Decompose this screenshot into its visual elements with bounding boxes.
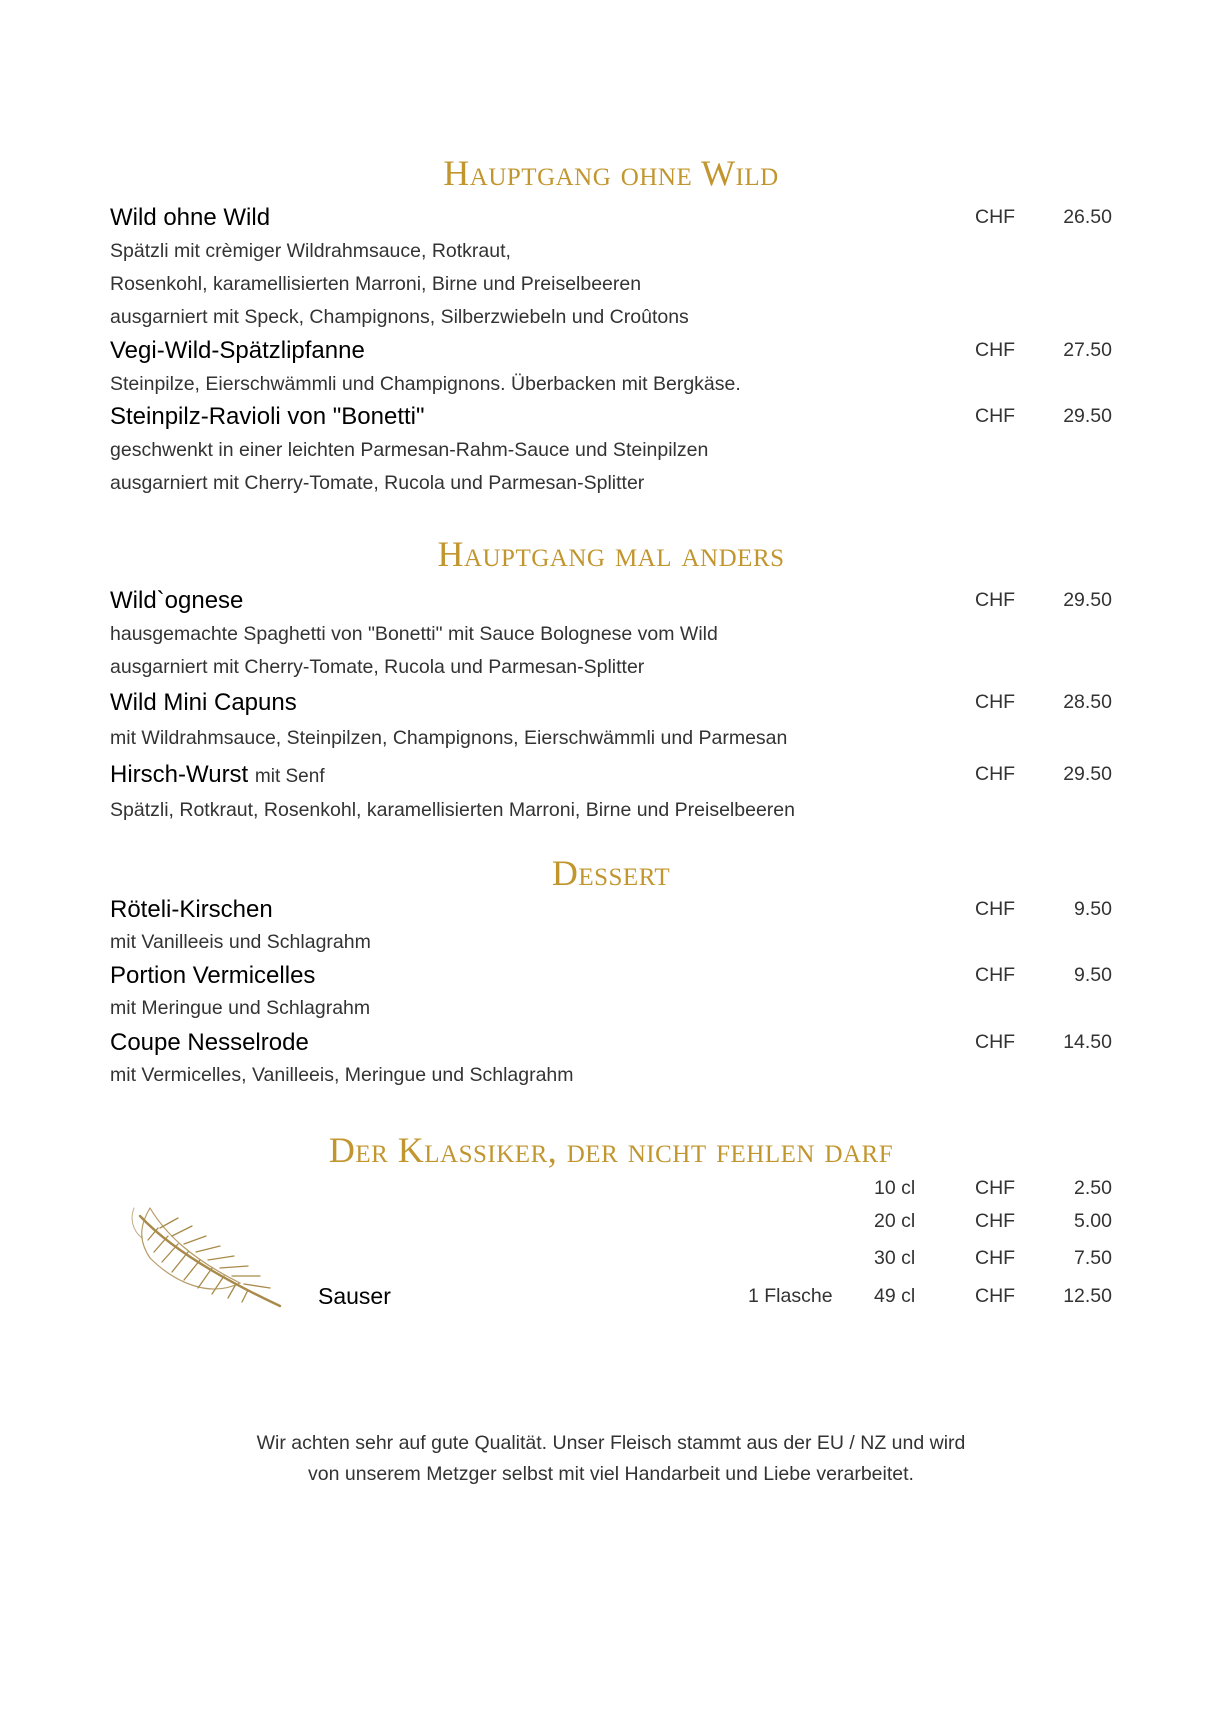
item-currency: CHF: [975, 1031, 1016, 1053]
item-price: 29.50: [1063, 589, 1112, 611]
item-description: mit Vanilleeis und Schlagrahm: [110, 931, 371, 953]
item-description: mit Vermicelles, Vanilleeis, Meringue und Schlagrahm: [110, 1064, 574, 1086]
item-name-suffix: mit Senf: [254, 766, 325, 787]
item-price: 27.50: [1063, 339, 1112, 361]
item-currency: CHF: [975, 964, 1016, 986]
sauser-currency: CHF: [975, 1177, 1016, 1199]
sauser-volume: 10 cl: [874, 1177, 916, 1199]
item-description: geschwenkt in einer leichten Parmesan-Rahm-Sauce und Steinpilzen: [110, 439, 709, 461]
item-price: 29.50: [1063, 405, 1112, 427]
footer-note: von unserem Metzger selbst mit viel Handarbeit und Liebe verarbeitet.: [308, 1463, 914, 1485]
item-description: Rosenkohl, karamellisierten Marroni, Birne und Preiselbeeren: [110, 273, 642, 295]
item-name: Wild ohne Wild: [110, 204, 271, 231]
item-name: [110, 761, 325, 789]
item-currency: CHF: [975, 763, 1016, 785]
item-description: Spätzli mit crèmiger Wildrahmsauce, Rotkraut,: [110, 240, 511, 262]
item-name: Wild Mini Capuns: [110, 689, 297, 716]
item-name: Steinpilz-Ravioli von "Bonetti": [110, 403, 425, 430]
item-price: 14.50: [1063, 1031, 1112, 1053]
sauser-bottle-label: 1 Flasche: [748, 1285, 833, 1307]
feather-icon: [120, 1188, 300, 1328]
section-title-klassiker: Der Klassiker, der nicht fehlen darf: [328, 1130, 894, 1170]
sauser-volume: 20 cl: [874, 1210, 916, 1232]
sauser-volume: 49 cl: [874, 1285, 916, 1307]
item-name: Vegi-Wild-Spätzlipfanne: [110, 337, 365, 364]
section-title-hauptgang-ohne-wild: Hauptgang ohne Wild: [443, 153, 779, 193]
footer-note: Wir achten sehr auf gute Qualität. Unser Fleisch stammt aus der EU / NZ und wird: [256, 1432, 966, 1454]
item-price: 26.50: [1063, 206, 1112, 228]
item-currency: CHF: [975, 405, 1016, 427]
item-price: 9.50: [1074, 964, 1112, 986]
item-name-main: Hirsch-Wurst: [110, 761, 249, 788]
sauser-name: Sauser: [318, 1283, 391, 1309]
sauser-currency: CHF: [975, 1285, 1016, 1307]
sauser-currency: CHF: [975, 1247, 1016, 1269]
item-description: ausgarniert mit Cherry-Tomate, Rucola und Parmesan-Splitter: [110, 656, 645, 678]
item-description: mit Meringue und Schlagrahm: [110, 997, 371, 1019]
item-description: mit Wildrahmsauce, Steinpilzen, Champignons, Eierschwämmli und Parmesan: [110, 727, 788, 749]
item-currency: CHF: [975, 589, 1016, 611]
sauser-currency: CHF: [975, 1210, 1016, 1232]
item-price: 28.50: [1063, 691, 1112, 713]
item-currency: CHF: [975, 339, 1016, 361]
item-description: hausgemachte Spaghetti von "Bonetti" mit Sauce Bolognese vom Wild: [110, 623, 718, 645]
sauser-price: 7.50: [1074, 1247, 1112, 1269]
item-price: 29.50: [1063, 763, 1112, 785]
item-name: Wild`ognese: [110, 587, 244, 614]
item-description: Steinpilze, Eierschwämmli und Champignons. Überbacken mit Bergkäse.: [110, 373, 741, 395]
sauser-price: 12.50: [1063, 1285, 1112, 1307]
item-currency: CHF: [975, 206, 1016, 228]
sauser-volume: 30 cl: [874, 1247, 916, 1269]
section-title-dessert: Dessert: [551, 853, 671, 893]
item-currency: CHF: [975, 691, 1016, 713]
item-description: ausgarniert mit Speck, Champignons, Silberzwiebeln und Croûtons: [110, 306, 689, 328]
sauser-price: 2.50: [1074, 1177, 1112, 1199]
item-currency: CHF: [975, 898, 1016, 920]
item-name: Coupe Nesselrode: [110, 1029, 309, 1056]
section-title-hauptgang-mal-anders: Hauptgang mal anders: [437, 534, 785, 574]
item-name: Röteli-Kirschen: [110, 896, 273, 923]
item-price: 9.50: [1074, 898, 1112, 920]
sauser-price: 5.00: [1074, 1210, 1112, 1232]
item-description: Spätzli, Rotkraut, Rosenkohl, karamellisierten Marroni, Birne und Preiselbeeren: [110, 799, 795, 821]
item-name: Portion Vermicelles: [110, 962, 316, 989]
item-description: ausgarniert mit Cherry-Tomate, Rucola und Parmesan-Splitter: [110, 472, 645, 494]
